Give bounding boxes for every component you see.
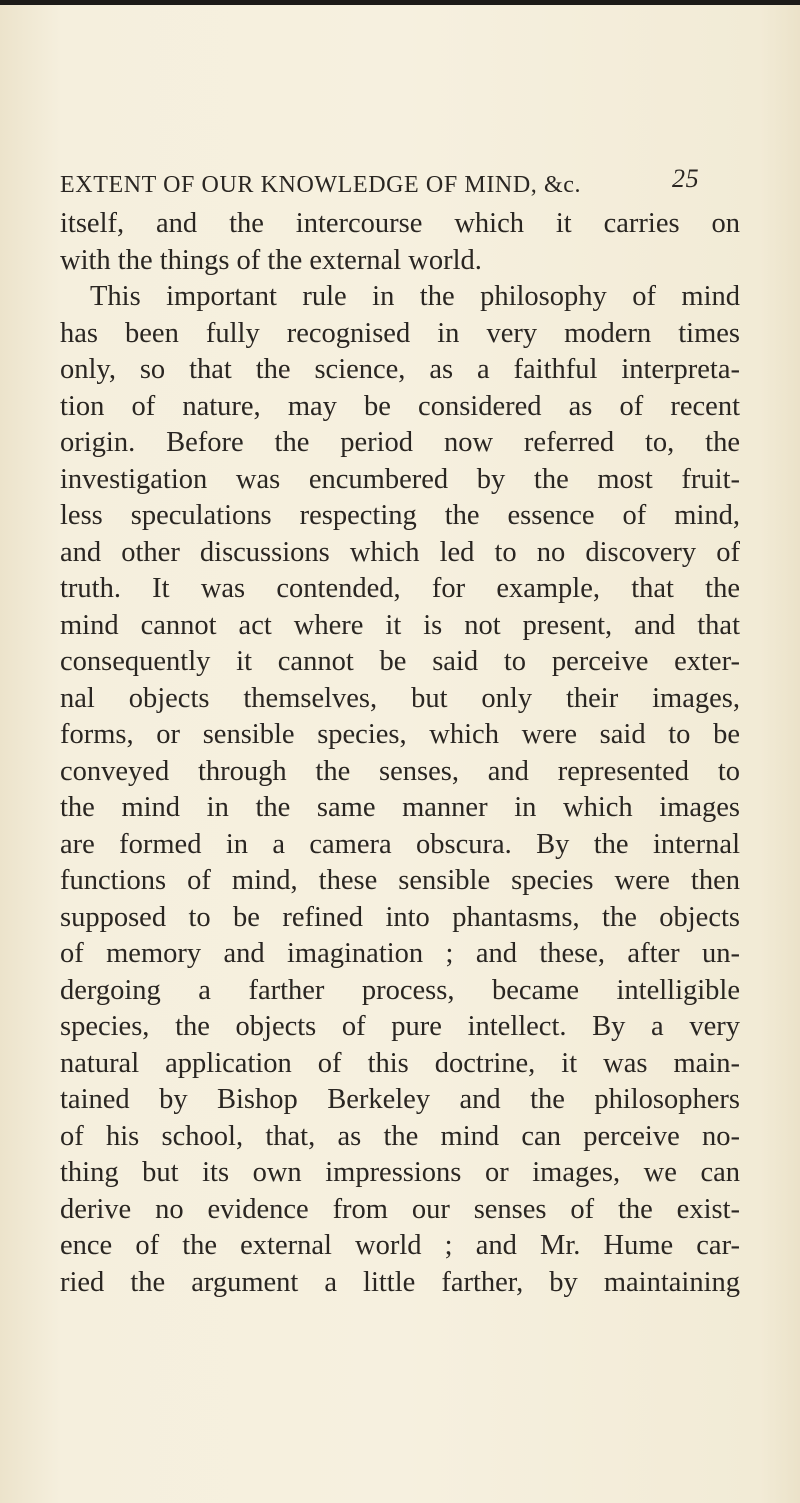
text-line: are formed in a camera obscura. By the internal — [60, 828, 740, 860]
text-line: less speculations respecting the essence of mind, — [60, 500, 740, 531]
text-line: conveyed through the senses, and represented to — [60, 755, 740, 787]
text-line: of his school, that, as the mind can perceive no- — [60, 1120, 740, 1152]
page-number: 25 — [672, 164, 700, 193]
text-line: tained by Bishop Berkeley and the philosophers — [60, 1084, 740, 1115]
text-line: investigation was encumbered by the most fruit- — [60, 463, 740, 495]
text-line: thing but its own impressions or images, we can — [60, 1157, 740, 1188]
top-edge-rule — [0, 0, 800, 5]
text-line: ence of the external world ; and Mr. Hume car- — [60, 1230, 740, 1261]
text-line: functions of mind, these sensible species were then — [60, 865, 740, 896]
text-line: with the things of the external world. — [60, 244, 482, 276]
text-line: supposed to be refined into phantasms, the objects — [60, 901, 740, 933]
text-line: nal objects themselves, but only their images, — [60, 682, 740, 714]
text-line: ried the argument a little farther, by maintaining — [60, 1266, 740, 1298]
text-line: and other discussions which led to no discovery of — [60, 536, 740, 568]
text-line: species, the objects of pure intellect. By a very — [60, 1011, 740, 1042]
running-title: EXTENT OF OUR KNOWLEDGE OF MIND, &c. — [60, 172, 582, 198]
text-line: dergoing a farther process, became intelligible — [60, 974, 740, 1006]
text-line: natural application of this doctrine, it was main- — [60, 1047, 740, 1079]
text-line: of memory and imagination ; and these, after un- — [60, 938, 740, 969]
text-line: only, so that the science, as a faithful interpreta- — [60, 354, 740, 385]
text-line: consequently it cannot be said to perceive exter- — [60, 646, 740, 677]
body-text — [60, 206, 740, 1301]
text-line: mind cannot act where it is not present, and that — [60, 609, 740, 641]
text-line: the mind in the same manner in which images — [60, 792, 740, 823]
text-line: truth. It was contended, for example, that the — [60, 573, 740, 604]
running-header — [60, 164, 740, 204]
text-line: derive no evidence from our senses of the exist- — [60, 1193, 740, 1225]
text-line: tion of nature, may be considered as of recent — [60, 390, 740, 422]
text-line: has been fully recognised in very modern times — [60, 317, 740, 349]
paragraph-first-line: This important rule in the philosophy of mind — [90, 281, 740, 312]
text-line: forms, or sensible species, which were said to be — [60, 719, 740, 750]
text-line: origin. Before the period now referred to, the — [60, 427, 740, 458]
text-line: itself, and the intercourse which it carries on — [60, 208, 740, 239]
